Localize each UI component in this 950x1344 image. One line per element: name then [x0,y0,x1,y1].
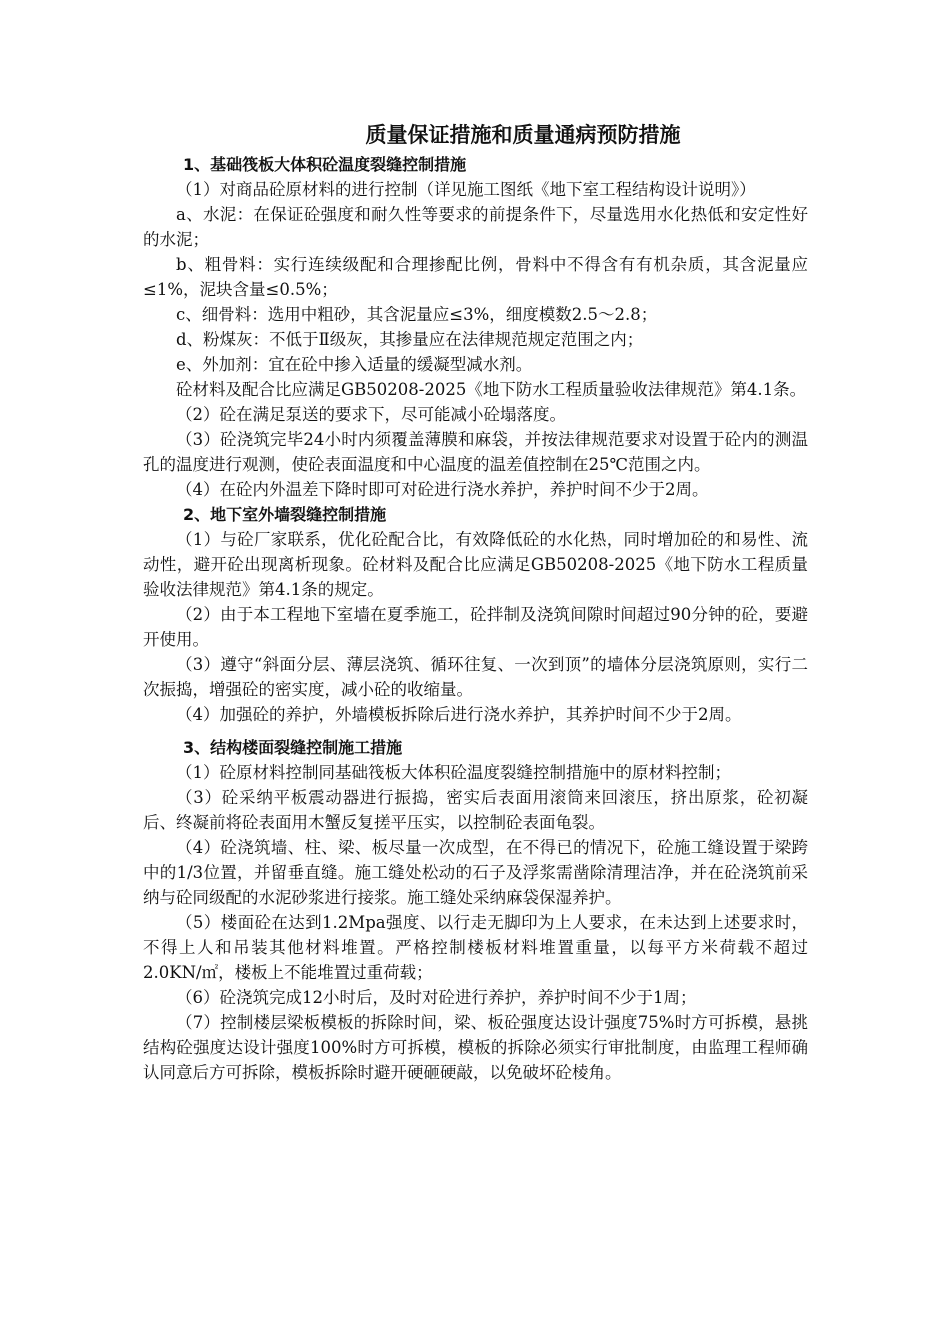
paragraph: （4）在砼内外温差下降时即可对砼进行浇水养护，养护时间不少于2周。 [176,480,709,499]
paragraph: （7）控制楼层梁板模板的拆除时间，梁、板砼强度达设计强度75%时方可拆模，悬挑结构砼强度达设计强度100%时方可拆模，模板的拆除必须实行审批制度，由监理工程师确认同意后方可拆除，模板拆除时避开硬砸硬敲，以免破坏砼棱角。 [143,1013,808,1082]
section-heading-1: 1、基础筏板大体积砼温度裂缝控制措施 [183,155,467,174]
paragraph: d、粉煤灰：不低于Ⅱ级灰，其掺量应在法律规范规定范围之内； [176,330,644,349]
paragraph: （1）与砼厂家联系，优化砼配合比，有效降低砼的水化热，同时增加砼的和易性、流动性，避开砼出现离析现象。砼材料及配合比应满足GB50208-2025《地下防水工程质量验收法律规范》第4.1条的规定。 [143,530,808,599]
paragraph: （1）砼原材料控制同基础筏板大体积砼温度裂缝控制措施中的原材料控制； [176,763,731,782]
paragraph: （3）砼浇筑完毕24小时内须覆盖薄膜和麻袋，并按法律规范要求对设置于砼内的测温孔的温度进行观测，使砼表面温度和中心温度的温差值控制在25℃范围之内。 [143,430,808,474]
paragraph: e、外加剂：宜在砼中掺入适量的缓凝型减水剂。 [176,355,533,374]
paragraph: （4）砼浇筑墙、柱、梁、板尽量一次成型，在不得已的情况下，砼施工缝设置于梁跨中的1/3位置，并留垂直缝。施工缝处松动的石子及浮浆需凿除清理洁净，并在砼浇筑前采纳与砼同级配的水泥砂浆进行接浆。施工缝处采纳麻袋保湿养护。 [143,838,808,907]
paragraph: （2）由于本工程地下室墙在夏季施工，砼拌制及浇筑间隙时间超过90分钟的砼，要避开使用。 [143,605,808,649]
paragraph: （5）楼面砼在达到1.2Mpa强度、以行走无脚印为上人要求，在未达到上述要求时，不得上人和吊装其他材料堆置。严格控制楼板材料堆置重量，以每平方米荷载不超过2.0KN/㎡，楼板上不能堆置过重荷载； [143,913,808,982]
paragraph: （3）砼采纳平板震动器进行振捣，密实后表面用滚筒来回滚压，挤出原浆，砼初凝后、终凝前将砼表面用木蟹反复搓平压实，以控制砼表面龟裂。 [143,788,808,832]
paragraph: （1）对商品砼原材料的进行控制（详见施工图纸《地下室工程结构设计说明》） [176,180,756,199]
section-heading-2: 2、地下室外墙裂缝控制措施 [183,505,387,524]
paragraph: c、细骨料：选用中粗砂，其含泥量应≤3%，细度模数2.5～2.8； [176,305,658,324]
paragraph: （6）砼浇筑完成12小时后，及时对砼进行养护，养护时间不少于1周； [176,988,697,1007]
section-heading-3: 3、结构楼面裂缝控制施工措施 [183,738,403,757]
paragraph: b、粗骨料：实行连续级配和合理掺配比例，骨料中不得含有有机杂质，其含泥量应≤1%，泥块含量≤0.5%； [143,255,808,299]
paragraph: （4）加强砼的养护，外墙模板拆除后进行浇水养护，其养护时间不少于2周。 [176,705,742,724]
document-page [143,118,808,1085]
paragraph: （2）砼在满足泵送的要求下，尽可能减小砼塌落度。 [176,405,566,424]
paragraph: a、水泥：在保证砼强度和耐久性等要求的前提条件下，尽量选用水化热低和安定性好的水泥； [143,205,808,249]
paragraph: （3）遵守“斜面分层、薄层浇筑、循环往复、一次到顶”的墙体分层浇筑原则，实行二次振捣，增强砼的密实度，减小砼的收缩量。 [143,655,808,699]
paragraph: 砼材料及配合比应满足GB50208-2025《地下防水工程质量验收法律规范》第4.1条。 [176,380,807,399]
document-title: 质量保证措施和质量通病预防措施 [365,123,681,147]
